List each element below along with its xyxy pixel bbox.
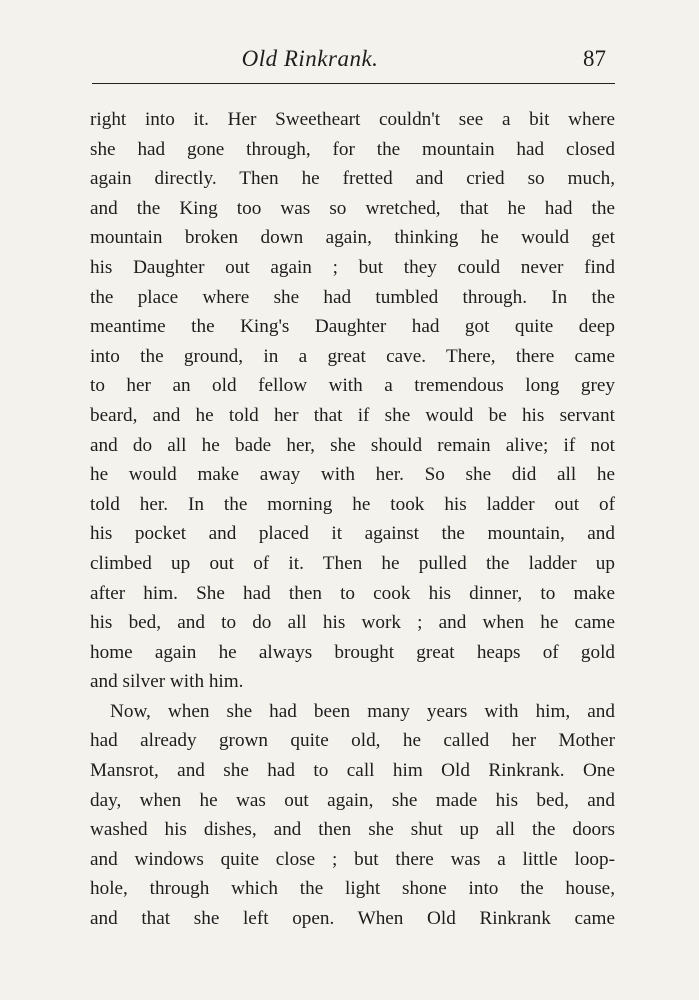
text-line: home again he always brought great heaps of gold <box>90 641 615 663</box>
text-line: she had gone through, for the mountain had closed <box>90 138 615 160</box>
text-line: his bed, and to do all his work ; and when he came <box>90 612 615 634</box>
text-line: right into it. Her Sweetheart couldn't see a bit where <box>90 109 615 130</box>
header-rule <box>92 83 615 84</box>
paragraph-end-line: and silver with him. <box>90 671 244 693</box>
body-text <box>90 105 615 934</box>
running-title: Old Rinkrank. <box>241 46 379 71</box>
text-line: day, when he was out again, she made his bed, and <box>90 789 615 811</box>
text-line: again directly. Then he fretted and cried so much, <box>90 168 615 190</box>
text-line: hole, through which the light shone into the house, <box>90 878 615 900</box>
text-line: mountain broken down again, thinking he would get <box>90 227 615 249</box>
text-line: washed his dishes, and then she shut up all the doors <box>90 819 615 841</box>
text-line: after him. She had then to cook his dinner, to make <box>90 582 615 604</box>
text-line: and that she left open. When Old Rinkrank came <box>90 908 615 930</box>
text-line: and windows quite close ; but there was a little loop- <box>90 848 615 870</box>
text-line: his pocket and placed it against the mountain, and <box>90 523 615 545</box>
text-line: into the ground, in a great cave. There, there came <box>90 345 615 367</box>
text-line: told her. In the morning he took his ladder out of <box>90 493 615 515</box>
text-line: Mansrot, and she had to call him Old Rinkrank. One <box>90 760 615 782</box>
text-line: the place where she had tumbled through. In the <box>90 286 615 308</box>
text-line: climbed up out of it. Then he pulled the ladder up <box>90 552 615 574</box>
text-line: meantime the King's Daughter had got quite deep <box>90 316 615 338</box>
text-line: had already grown quite old, he called her Mother <box>90 730 615 752</box>
text-line: and the King too was so wretched, that he had the <box>90 197 615 219</box>
text-line: to her an old fellow with a tremendous long grey <box>90 375 615 397</box>
running-head <box>90 46 620 80</box>
text-line: he would make away with her. So she did all he <box>90 464 615 486</box>
paragraph-start-line: Now, when she had been many years with him, and <box>110 700 615 722</box>
text-line: beard, and he told her that if she would be his servant <box>90 404 615 426</box>
text-line: and do all he bade her, she should remain alive; if not <box>90 434 615 456</box>
page-number: 87 <box>583 46 606 71</box>
text-line: his Daughter out again ; but they could never find <box>90 256 615 278</box>
